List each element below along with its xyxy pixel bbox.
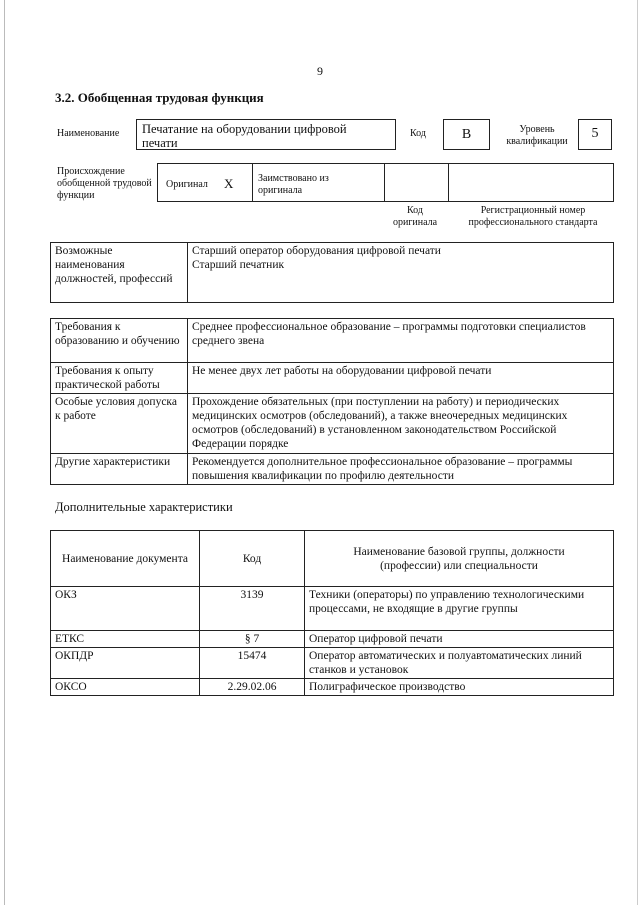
name-value: Печатание на оборудовании цифровой печати [142, 122, 347, 150]
requirements-table [50, 318, 614, 485]
row-doc: ОКЗ [51, 587, 200, 631]
level-value: 5 [591, 126, 599, 141]
page-number: 9 [317, 64, 323, 78]
row-doc: ЕТКС [51, 631, 200, 648]
col-header-code: Код [200, 531, 305, 587]
req-conditions-value: Прохождение обязательных (при поступлении на работу) и периодических медицинских осмотров (обследований), а также внеочередных медицинских осмотров (обследований) в установленном законодательством Российской Федерации порядке [188, 394, 614, 454]
code-caption: Код оригинала [392, 205, 438, 228]
col-header-doc: Наименование документа [51, 531, 200, 587]
reg-caption: Регистрационный номер профессионального стандарта [468, 205, 598, 228]
table-row [51, 587, 614, 631]
row-name: Техники (операторы) по управлению технологическими процессами, не входящие в другие группы [305, 587, 614, 631]
row-name: Оператор автоматических и полуавтоматических линий станков и установок [305, 648, 614, 679]
borrowed-label: Заимствовано из оригинала [258, 173, 329, 196]
level-label: Уровень квалификации [506, 124, 568, 147]
additional-title: Дополнительные характеристики [55, 500, 233, 514]
row-doc: ОКПДР [51, 648, 200, 679]
position-item: Старший оператор оборудования цифровой печати [192, 245, 441, 257]
req-education-value: Среднее профессиональное образование – программы подготовки специалистов среднего звена [188, 319, 614, 363]
scan-edge-left [4, 0, 5, 905]
section-title: 3.2. Обобщенная трудовая функция [55, 90, 264, 105]
table-row [51, 679, 614, 696]
original-label: Оригинал [166, 179, 208, 190]
row-code: 2.29.02.06 [200, 679, 305, 696]
positions-table [50, 242, 614, 303]
position-item: Старший печатник [192, 259, 285, 271]
row-name: Оператор цифровой печати [305, 631, 614, 648]
req-experience-label: Требования к опыту практической работы [51, 363, 188, 394]
req-conditions-label: Особые условия допуска к работе [51, 394, 188, 454]
code-box [443, 119, 490, 150]
positions-label: Возможные наименования должностей, профессий [51, 243, 188, 303]
table-row [51, 631, 614, 648]
additional-table [50, 530, 614, 696]
name-label: Наименование [57, 128, 120, 139]
level-box [578, 119, 612, 150]
positions-values [188, 243, 614, 303]
table-row [51, 648, 614, 679]
row-code: 3139 [200, 587, 305, 631]
col-header-name: Наименование базовой группы, должности (профессии) или специальности [305, 531, 614, 587]
req-experience-value: Не менее двух лет работы на оборудовании цифровой печати [188, 363, 614, 394]
row-name: Полиграфическое производство [305, 679, 614, 696]
original-mark: X [224, 176, 234, 191]
name-box [136, 119, 396, 150]
code-label: Код [410, 128, 426, 139]
scan-edge-right [637, 0, 638, 905]
req-education-label: Требования к образованию и обучению [51, 319, 188, 363]
req-other-value: Рекомендуется дополнительное профессиональное образование – программы повышения квалификации по профилю деятельности [188, 454, 614, 485]
origin-label: Происхождение обобщенной трудовой функции [57, 166, 152, 201]
origin-box [157, 163, 614, 202]
row-doc: ОКСО [51, 679, 200, 696]
row-code: 15474 [200, 648, 305, 679]
req-other-label: Другие характеристики [51, 454, 188, 485]
code-value: В [461, 127, 472, 142]
row-code: § 7 [200, 631, 305, 648]
